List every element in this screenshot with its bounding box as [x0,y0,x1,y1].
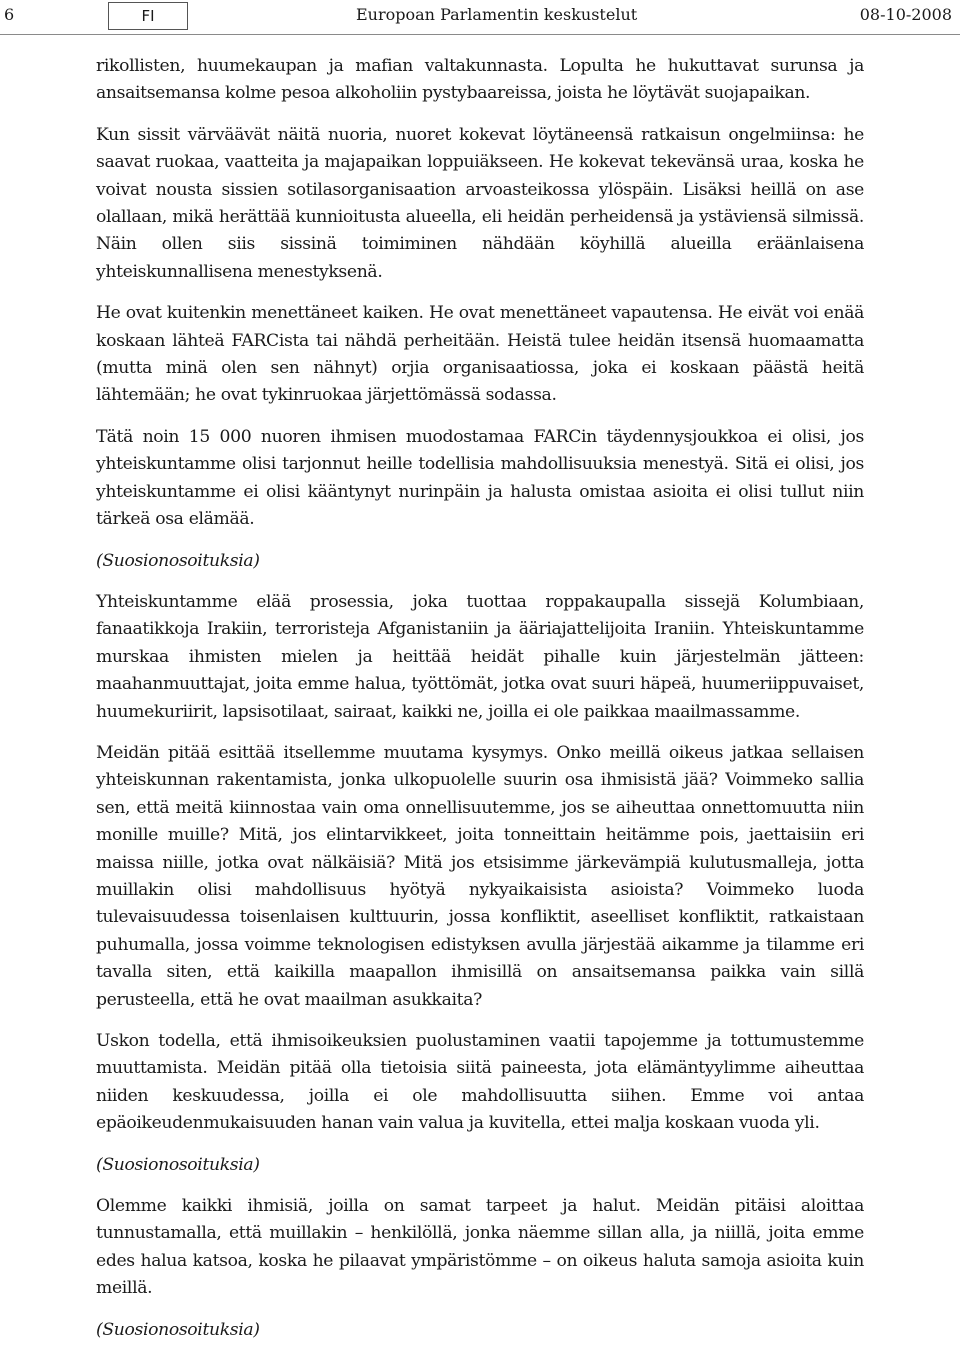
applause-note: (Suosionosoituksia) [96,550,260,571]
paragraph: Tätä noin 15 000 nuoren ihmisen muodostamaa FARCin täydennysjoukkoa ei olisi, jos yhteiskuntamme olisi tarjonnut heille todellisia mahdollisuuksia menestyä. Sitä ei olisi, jos yhteiskuntamme ei olisi kääntynyt nurinpäin ja halusta omistaa asioita ei olisi tullut niin tärkeä osa elämää. [96,426,864,530]
paragraph: Meidän pitää esittää itsellemme muutama kysymys. Onko meillä oikeus jatkaa sellaisen yhteiskunnan rakentamista, jonka ulkopuolelle suurin osa ihmisistä jää? Voimmeko sallia sen, että meitä kiinnostaa vain oma onnellisuutemme, jos se aiheuttaa onnettomuutta niin monille muille? Mitä, jos elintarvikkeet, joita tonneittain heitämme pois, jaettaisiin eri maissa niille, jotka ovat nälkäisiä? Mitä jos etsisimme järkevämpiä kulutusmalleja, jotta muillakin olisi mahdollisuus hyötyä nykyaikaisista asioista? Voimmeko luoda tulevaisuudessa toisenlaisen kulttuurin, jossa konfliktit, aseelliset konfliktit, ratkaistaan puhumalla, jossa voimme teknologisen edistyksen avulla järjestää aikamme ja tilamme eri tavalla siten, että kaikilla maapallon ihmisillä on ansaitsemansa paikka vain sillä perusteella, että he ovat maailman asukkaita? [96,742,864,1010]
paragraph: Uskon todella, että ihmisoikeuksien puolustaminen vaatii tapojemme ja tottumustemme muuttamista. Meidän pitää olla tietoisia siitä paineesta, jota elämäntyylimme aiheuttaa niiden keskuudessa, joilla ei ole mahdollisuutta siihen. Emme voi antaa epäoikeudenmukaisuuden hanan vain valua ja kuvitella, ettei malja koskaan vuoda yli. [96,1031,864,1134]
publication-date: 08-10-2008 [859,5,952,24]
paragraph: Kun sissit värväävät näitä nuoria, nuoret kokevat löytäneensä ratkaisun ongelmiinsa: he saavat ruokaa, vaatteita ja majapaikan loppuiäkseen. He kokevat tekevänsä uraa, koska he voivat nousta sissien sotilasorganisaation arvoasteikossa ylöspäin. Lisäksi heillä on ase olallaan, mikä herättää kunnioitusta alueella, eli heidän perheidensä ja ystäviensä silmissä. Näin ollen siis sissinä toimiminen nähdään köyhillä alueilla eräänlaisena yhteiskunnallisena menestyksenä. [96,124,864,282]
applause-note: (Suosionosoituksia) [96,1154,260,1175]
paragraph: Olemme kaikki ihmisiä, joilla on samat tarpeet ja halut. Meidän pitäisi aloittaa tunnustamalla, että muillakin – henkilöllä, jonka näemme sillan alla, ja niillä, joita emme edes halua katsoa, koska he pilaavat ympäristömme – on oikeus haluta samoja asioita kuin meillä. [96,1196,864,1299]
language-code-box: FI [108,2,188,30]
publication-title: Europoan Parlamentin keskustelut [356,5,638,24]
document-body [96,53,864,1358]
page-header [0,0,960,35]
applause-note: (Suosionosoituksia) [96,1319,260,1340]
paragraph: Yhteiskuntamme elää prosessia, joka tuottaa roppakaupalla sissejä Kolumbiaan, fanaatikkoja Irakiin, terroristeja Afganistaniin ja ääriajattelijoita Iraniin. Yhteiskuntamme murskaa ihmisten mielen ja heittää heidät pihalle kuin järjestelmän jätteen: maahanmuuttajat, joita emme halua, työttömät, jotka ovat suuri häpeä, huumeriippuvaiset, huumekuriirit, lapsisotilaat, sairaat, kaikki ne, joilla ei ole paikkaa maailmassamme. [96,591,864,722]
paragraph: He ovat kuitenkin menettäneet kaiken. He ovat menettäneet vapautensa. He eivät voi enää koskaan lähteä FARCista tai nähdä perheitään. Heistä tulee heidän itsensä huomaamatta (mutta minä olen sen nähnyt) orjia organisaatiossa, joka ei koskaan päästä heitä lähtemään; he ovat tykinruokaa järjettömässä sodassa. [96,303,864,406]
paragraph: rikollisten, huumekaupan ja mafian valtakunnasta. Lopulta he hukuttavat surunsa ja ansaitsemansa kolme pesoa alkoholiin pystybaareissa, joista he löytävät suojapaikan. [96,56,864,104]
page-number: 6 [4,5,15,24]
